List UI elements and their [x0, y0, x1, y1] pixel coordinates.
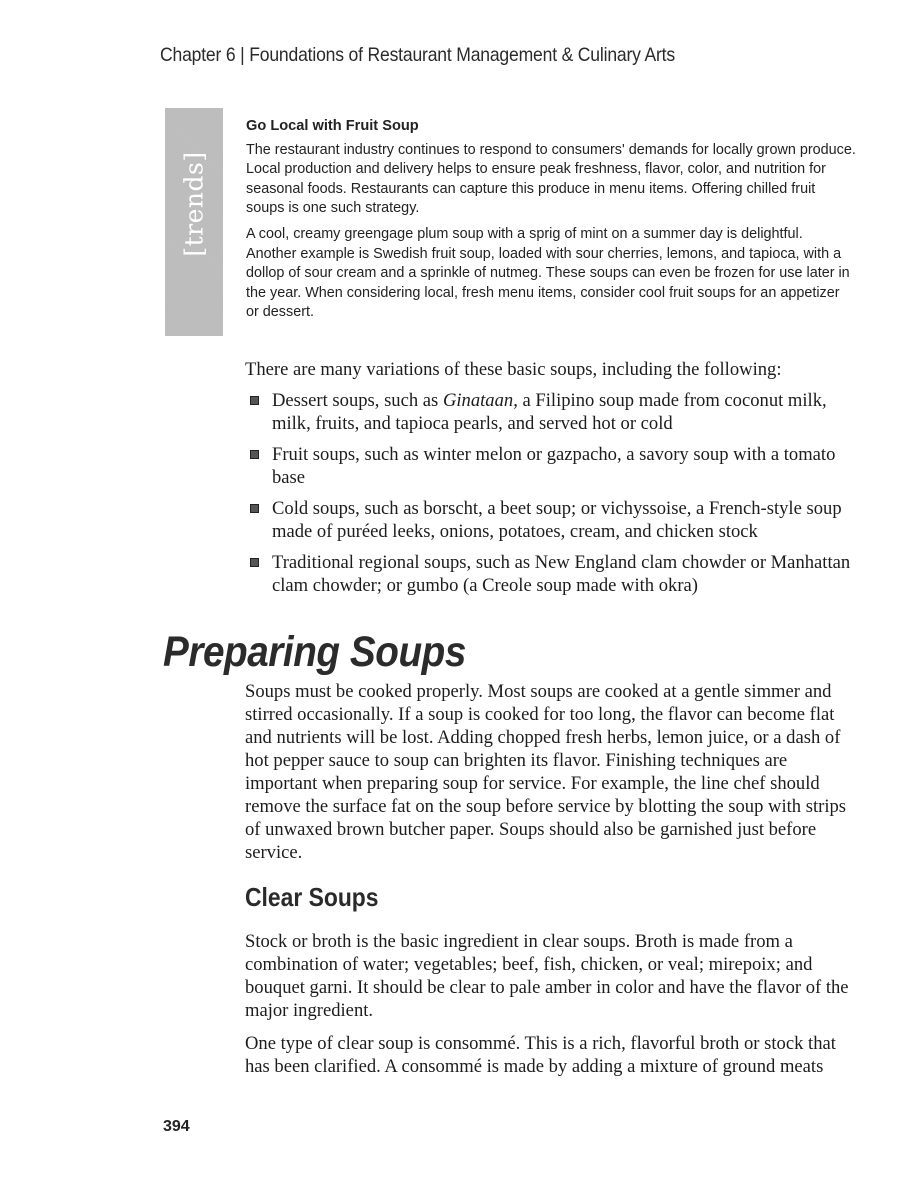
list-item: Cold soups, such as borscht, a beet soup; or vichyssoise, a French-style soup made of puréed leeks, onions, potatoes, cream, and chicken stock [245, 497, 857, 543]
trends-sidebar-tab [165, 108, 223, 336]
sidebar-paragraph: A cool, creamy greengage plum soup with a sprig of mint on a summer day is delightful. Another example is Swedish fruit soup, loaded with sour cherries, lemons, and tapioca, with a dollop of sour cream and a sprinkle of nutmeg. These soups can even be frozen for use later in the year. When considering local, fresh menu items, consider cool fruit soups for an appetizer or dessert. [246, 225, 850, 321]
clear-soups-body [245, 930, 857, 1088]
trends-sidebar [246, 117, 856, 329]
section-heading: Preparing Soups [163, 628, 466, 676]
bullet-icon [250, 558, 259, 567]
trends-label: [trends] [179, 151, 209, 257]
body-paragraph: One type of clear soup is consommé. This is a rich, flavorful broth or stock that has been clarified. A consommé is made by adding a mixture of ground meats [245, 1033, 836, 1077]
intro-text: There are many variations of these basic soups, including the following: [245, 359, 782, 380]
list-item: Dessert soups, such as Ginataan, a Filipino soup made from coconut milk, milk, fruits, and tapioca pearls, and served hot or cold [245, 389, 857, 435]
bullet-icon [250, 450, 259, 459]
soup-variations-section [245, 358, 857, 605]
sidebar-title: Go Local with Fruit Soup [246, 118, 419, 134]
sidebar-paragraph: The restaurant industry continues to respond to consumers' demands for locally grown produce. Local production and delivery helps to ensure peak freshness, flavor, color, and nutrition for seasonal foods. Restaurants can capture this produce in menu items. Offering chilled fruit soups is one such strategy. [246, 141, 856, 217]
body-paragraph: Stock or broth is the basic ingredient in clear soups. Broth is made from a combination of water; vegetables; beef, fish, chicken, or veal; mirepoix; and bouquet garni. It should be clear to pale amber in color and have the flavor of the major ingredient. [245, 931, 849, 1021]
bullet-icon [250, 396, 259, 405]
list-item: Traditional regional soups, such as New England clam chowder or Manhattan clam chowder; or gumbo (a Creole soup made with okra) [245, 551, 857, 597]
subsection-heading: Clear Soups [245, 882, 379, 912]
body-paragraph: Soups must be cooked properly. Most soups are cooked at a gentle simmer and stirred occasionally. If a soup is cooked for too long, the flavor can become flat and nutrients will be lost. Adding chopped fresh herbs, lemon juice, or a dash of hot pepper sauce to soup can brighten its flavor. Finishing techniques are important when preparing soup for service. For example, the line chef should remove the surface fat on the soup before service by blotting the soup with strips of unwaxed brown butcher paper. Soups should also be garnished just before service. [245, 681, 847, 863]
bullet-icon [250, 504, 259, 513]
preparing-soups-body [245, 680, 857, 864]
page-number: 394 [163, 1118, 190, 1135]
variations-list [245, 389, 857, 597]
chapter-header: Chapter 6 | Foundations of Restaurant Management & Culinary Arts [160, 44, 675, 66]
list-item: Fruit soups, such as winter melon or gazpacho, a savory soup with a tomato base [245, 443, 857, 489]
